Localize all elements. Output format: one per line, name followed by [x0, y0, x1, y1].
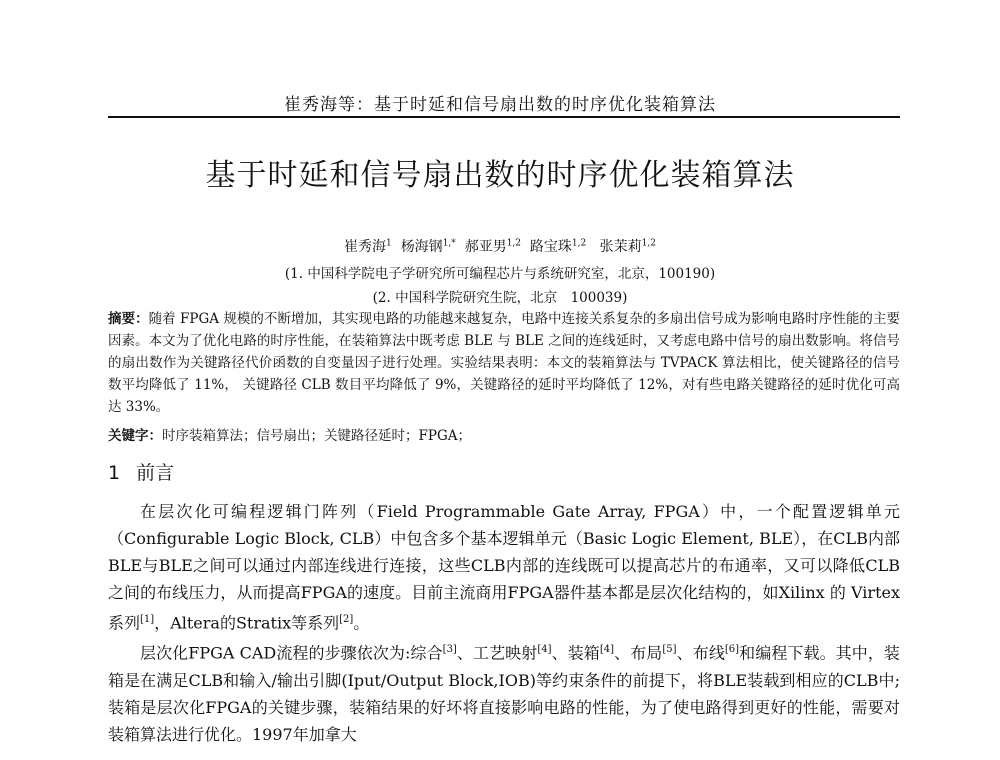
abstract: [108, 308, 900, 418]
paragraph-text: 在层次化可编程逻辑门阵列（Field Programmable Gate Array, FPGA）中，一个配置逻辑单元（Configurable Logic Block, CLB）中包含多个基本逻辑单元（Basic Logic Element, BLE），在CLB内部BLE与BLE之间可以通过内部连线进行连接，这些CLB内部的连线既可以提高芯片的布通率，又可以降低CLB之间的布线压力，从而提高FPGA的速度。目前主流商用FPGA器件基本都是层次化结构的，如Xilinx 的 Virtex 系列: [108, 502, 900, 633]
author-list: [0, 236, 1000, 256]
paragraph-text: 和编程下载。其中，装箱是在满足CLB和输入/输出引脚(Iput/Output Block,IOB)等约束条件的前提下，将BLE装载到相应的CLB中;装箱是层次化FPGA的关键步骤，装箱结果的好坏将直接影响电路的性能，为了使电路得到更好的性能，需要对装箱算法进行优化。1997年加拿大: [108, 643, 900, 744]
author-name: 张茉莉: [599, 239, 642, 255]
citation: [4]: [599, 644, 615, 656]
running-head: 崔秀海等：基于时延和信号扇出数的时序优化装箱算法: [284, 95, 716, 115]
citation: [2]: [339, 614, 354, 625]
citation: [4]: [537, 644, 552, 656]
header-rule: [108, 116, 900, 118]
paragraph-text: ，Altera的Stratix等系列: [154, 613, 340, 633]
paragraph-text: 、工艺映射: [456, 643, 538, 663]
author-name: 路宝珠: [529, 239, 572, 255]
author-affil-mark: 1: [386, 238, 392, 249]
author-name: 杨海钢: [400, 239, 443, 255]
author-name: 崔秀海: [344, 239, 387, 255]
affiliation-1: (1. 中国科学院电子学研究所可编程芯片与系统研究室，北京，100190): [284, 266, 716, 282]
paragraph-text: 。: [353, 613, 370, 633]
paragraph-text: 、布线: [676, 643, 725, 663]
paper-title: 基于时延和信号扇出数的时序优化装箱算法: [205, 158, 795, 193]
abstract-label: 摘要：: [108, 311, 149, 327]
keywords-text: 时序装箱算法；信号扇出；关键路径延时；FPGA；: [162, 428, 471, 444]
section-title: 前言: [136, 462, 175, 484]
keywords: [108, 424, 900, 444]
abstract-text: 随着 FPGA 规模的不断增加，其实现电路的功能越来越复杂，电路中连接关系复杂的多扇出信号成为影响电路时序性能的主要因素。本文为了优化电路的时序性能，在装箱算法中既考虑 BLE 与 BLE 之间的连线延时，又考虑电路中信号的扇出数影响。将信号的扇出数作为关键路径代价函数的自变量因子进行处理。实验结果表明：本文的装箱算法与 TVPACK 算法相比，使关键路径的信号数平均降低了 11%， 关键路径 CLB 数目平均降低了 9%，关键路径的延时平均降低了 12%，对有些电路关键路径的延时优化可高达 33%。: [108, 311, 900, 415]
citation: [1]: [140, 614, 155, 625]
paragraph-text: 、布局: [614, 643, 663, 663]
citation: [5]: [662, 644, 677, 656]
paragraph: [108, 498, 900, 636]
citation: [3]: [442, 644, 457, 656]
author-name: 郝亚男: [464, 239, 507, 255]
author-affil-mark: 1,2: [506, 238, 522, 249]
paragraph-text: 、装箱: [551, 643, 600, 663]
author-affil-mark: 1,*: [442, 238, 456, 249]
section-number: 1: [108, 462, 121, 484]
paragraph-text: 层次化FPGA CAD流程的步骤依次为:综合: [140, 643, 443, 663]
body-text: [108, 498, 900, 748]
author-affil-mark: 1,2: [641, 238, 656, 249]
keywords-label: 关键字：: [108, 428, 162, 444]
citation: [6]: [724, 644, 740, 656]
author-affil-mark: 1,2: [571, 238, 587, 249]
paragraph: [108, 636, 900, 747]
section-heading: [108, 458, 174, 485]
affiliation-2: (2. 中国科学院研究生院，北京 100039): [372, 290, 628, 306]
